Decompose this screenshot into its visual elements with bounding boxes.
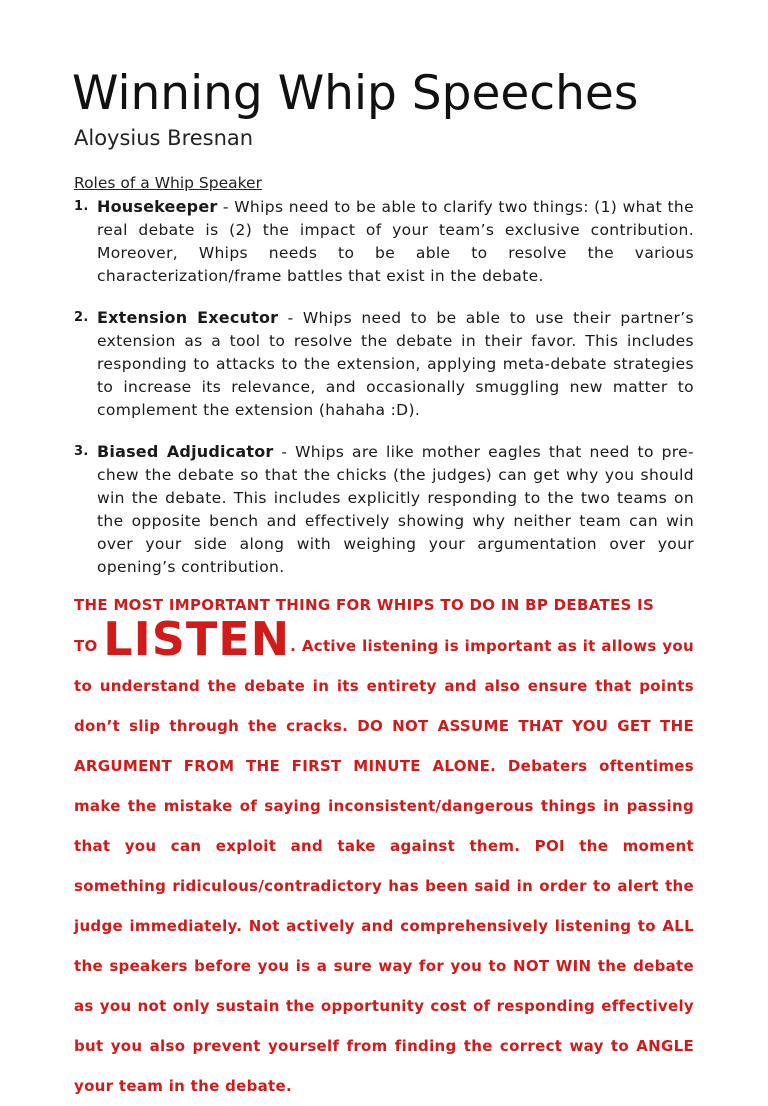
emphasis-body bbox=[74, 612, 694, 1106]
role-description: - Whips are like mother eagles that need to pre-chew the debate so that the chicks (the judges) can get why you should win the debate. This includes explicitly responding to the two teams on the opposite bench and effectively showing why neither team can win over your side along with weighing your argumentation over your opening’s contribution. bbox=[97, 443, 695, 576]
document-title: Winning Whip Speeches bbox=[72, 66, 639, 121]
list-number: 3. bbox=[74, 444, 89, 459]
role-description: - Whips need to be able to clarify two things: (1) what the real debate is (2) the impact of your team’s exclusive contribution. Moreover, Whips needs to be able to resolve the various characterization/frame battles that exist in the debate. bbox=[97, 198, 694, 285]
emphasis-to: TO bbox=[74, 637, 98, 655]
role-item-housekeeper bbox=[74, 195, 694, 288]
emphasis-first-line: THE MOST IMPORTANT THING FOR WHIPS TO DO IN BP DEBATES IS bbox=[74, 596, 655, 614]
role-term: Extension Executor bbox=[97, 308, 279, 327]
list-number: 2. bbox=[74, 310, 89, 325]
author-name: Aloysius Bresnan bbox=[74, 126, 254, 150]
role-item-biased-adjudicator bbox=[74, 440, 694, 579]
emphasis-paragraph bbox=[74, 594, 694, 1106]
emphasis-rest: . Active listening is important as it allows you to understand the debate in its entirety and also ensure that points don’t slip through the cracks. DO NOT ASSUME THAT YOU GET THE ARGUMENT FROM THE FIRST MINUTE ALONE. Debaters oftentimes make the mistake of saying inconsistent/dangerous things in passing that you can exploit and take against them. POI the moment something ridiculous/contradictory has been said in order to alert the judge immediately. Not actively and comprehensively listening to ALL the speakers before you is a sure way for you to NOT WIN the debate as you not only sustain the opportunity cost of responding effectively but you also prevent yourself from finding the correct way to ANGLE your team in the debate. bbox=[74, 637, 694, 1095]
role-item-extension-executor bbox=[74, 306, 694, 422]
role-description: - Whips need to be able to use their partner’s extension as a tool to resolve the debate in their favor. This includes responding to attacks to the extension, applying meta-debate strategies to increase its relevance, and occasionally smuggling new matter to complement the extension (hahaha :D). bbox=[97, 309, 694, 419]
list-number: 1. bbox=[74, 199, 89, 214]
role-term: Biased Adjudicator bbox=[97, 442, 274, 461]
listen-word: LISTEN bbox=[103, 612, 291, 666]
section-heading: Roles of a Whip Speaker bbox=[74, 174, 262, 192]
role-term: Housekeeper bbox=[97, 197, 218, 216]
roles-list bbox=[74, 195, 694, 579]
